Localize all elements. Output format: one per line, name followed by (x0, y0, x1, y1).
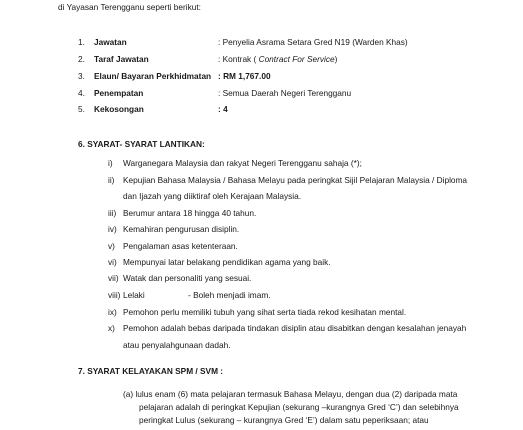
detail-label: Penempatan (94, 88, 144, 98)
detail-number: 3. (78, 71, 85, 81)
item-text-note: - Boleh menjadi imam. (188, 290, 271, 300)
intro-text: di Yayasan Terengganu seperti berikut: (58, 2, 201, 12)
section-7-title: 7. SYARAT KELAYAKAN SPM / SVM : (78, 366, 224, 376)
item-text: Pemohon perlu memiliki tubuh yang sihat serta tiada rekod kesihatan mental. (123, 307, 407, 317)
item-text: Berumur antara 18 hingga 40 tahun. (123, 208, 257, 218)
roman-numeral: vi) (108, 257, 117, 267)
detail-label: Taraf Jawatan (94, 54, 149, 64)
detail-value-italic: Contract For Service (258, 54, 335, 64)
detail-value-suffix: ) (334, 54, 338, 64)
item-text: Kemahiran pengurusan disiplin. (123, 224, 240, 234)
item-text-cont: dan Ijazah yang diiktiraf oleh Kerajaan Malaysia. (123, 191, 302, 201)
roman-numeral: ii) (108, 175, 115, 185)
detail-label: Elaun/ Bayaran Perkhidmatan (94, 71, 212, 81)
item-text: Warganegara Malaysia dan rakyat Negeri Terengganu sahaja (*); (123, 158, 362, 168)
roman-numeral: ix) (108, 307, 117, 317)
detail-value: : Semua Daerah Negeri Terengganu (218, 88, 352, 98)
detail-number: 4. (78, 88, 85, 98)
detail-number: 1. (78, 37, 85, 47)
item-text: Mempunyai latar belakang pendidikan agama yang baik. (123, 257, 331, 267)
roman-numeral: iii) (108, 208, 117, 218)
item-text: Pengalaman asas ketenteraan. (123, 241, 238, 251)
item-text-cont: atau penyalahgunaan dadah. (123, 340, 231, 350)
detail-value: : RM 1,767.00 (218, 71, 271, 81)
detail-number: 2. (78, 54, 85, 64)
item-text: Kepujian Bahasa Malaysia / Bahasa Melayu pada peringkat Sijil Pelajaran Malaysia / Diploma (123, 175, 468, 185)
requirement-line: (a) lulus enam (6) mata pelajaran termasuk Bahasa Melayu, dengan dua (2) daripada mata (123, 389, 458, 399)
requirement-line-cont: peringkat Lulus (sekurang – kurangnya Gred ‘E’) dalam satu peperiksaan; atau (139, 415, 429, 425)
requirement-line-cont: pelajaran adalah di peringkat Kepujian (sekurang –kurangnya Gred ‘C’) dan selebihnya (139, 402, 459, 412)
item-text: Lelaki (123, 290, 145, 300)
roman-numeral: vii) (108, 273, 119, 283)
detail-value: : 4 (218, 104, 228, 114)
detail-label: Kekosongan (94, 104, 144, 114)
detail-value (218, 54, 337, 64)
section-6-title: 6. SYARAT- SYARAT LANTIKAN: (78, 139, 205, 149)
roman-numeral: v) (108, 241, 115, 251)
detail-value-prefix: : Kontrak ( (218, 54, 259, 64)
item-text: Pemohon adalah bebas daripada tindakan disiplin atau disabitkan dengan kesalahan jenayah (123, 323, 467, 333)
roman-numeral: x) (108, 323, 115, 333)
roman-numeral: iv) (108, 224, 117, 234)
detail-label: Jawatan (94, 37, 127, 47)
detail-number: 5. (78, 104, 85, 114)
item-text: Watak dan personaliti yang sesuai. (123, 273, 252, 283)
roman-numeral: viii) (108, 290, 121, 300)
roman-numeral: i) (108, 158, 113, 168)
detail-value: : Penyelia Asrama Setara Gred N19 (Warden Khas) (218, 37, 408, 47)
